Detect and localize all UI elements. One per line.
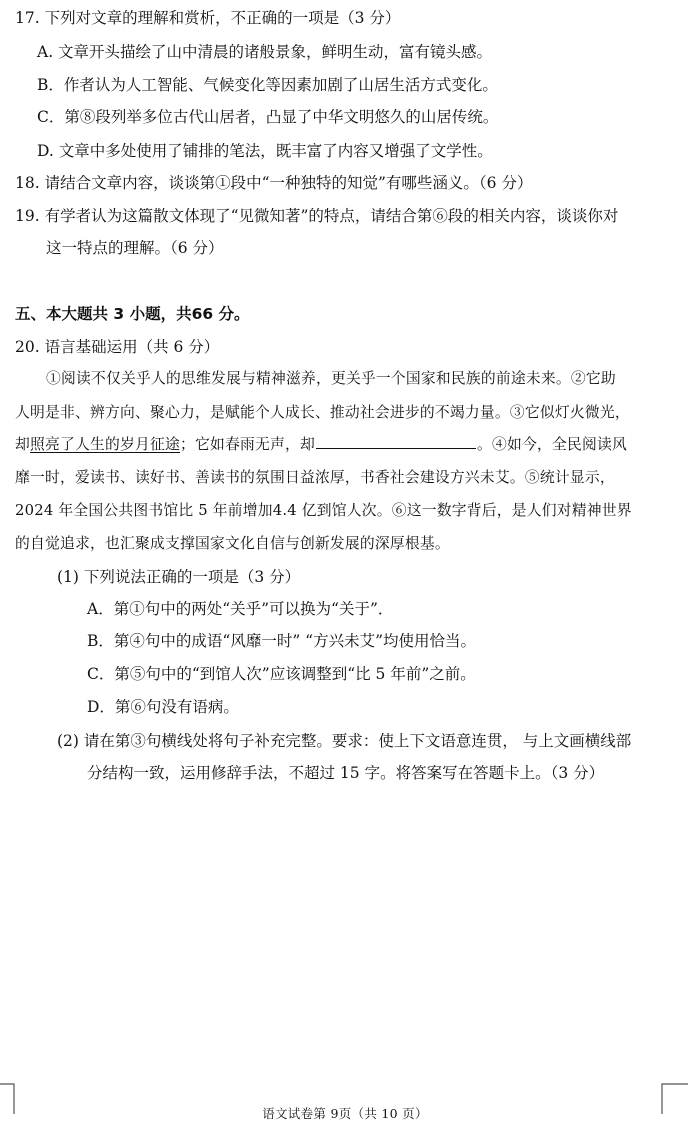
passage-text: ；它如春雨无声，却	[179, 436, 315, 453]
q17-stem: 17. 下列对文章的理解和赏析，不正确的一项是（3 分）	[15, 9, 401, 27]
q20-sub1-stem: (1) 下列说法正确的一项是（3 分）	[57, 568, 301, 586]
q18-stem: 18. 请结合文章内容，谈谈第①段中“一种独特的知觉”有哪些涵义。（6 分）	[15, 174, 533, 192]
underlined-phrase: 照亮了人生的岁月征途	[30, 436, 180, 453]
q20-passage-line6: 的自觉追求，也汇聚成支撑国家文化自信与创新发展的深厚根基。	[15, 535, 450, 552]
q20-sub1-option-a: A．第①句中的两处“关乎”可以换为“关于”．	[87, 600, 394, 618]
q20-passage-line1: ①阅读不仅关乎人的思维发展与精神滋养，更关乎一个国家和民族的前途未来。②它助	[46, 370, 616, 387]
passage-text: 却	[15, 436, 30, 453]
q19-line2: 这一特点的理解。（6 分）	[46, 239, 224, 257]
q17-option-d: D. 文章中多处使用了铺排的笔法，既丰富了内容又增强了文学性。	[37, 142, 493, 160]
q20-sub1-option-c: C．第⑤句中的“到馆人次”应该调整到“比 5 年前”之前。	[87, 665, 476, 683]
q20-passage-line3	[15, 434, 627, 456]
q19-line1: 19. 有学者认为这篇散文体现了“见微知著”的特点，请结合第⑥段的相关内容，谈谈你对	[15, 207, 619, 225]
q20-sub2-line2: 分结构一致，运用修辞手法，不超过 15 字。将答案写在答题卡上。（3 分）	[87, 764, 605, 782]
q20-sub1-option-b: B．第④句中的成语“风靡一时” “方兴未艾”均使用恰当。	[87, 632, 477, 650]
q17-option-a: A. 文章开头描绘了山中清晨的诸般景象，鲜明生动，富有镜头感。	[37, 43, 493, 61]
page-footer: 语文试卷第 9页（共 10 页）	[262, 1106, 428, 1121]
q20-passage-line2: 人明是非、辨方向、聚心力，是赋能个人成长、推动社会进步的不竭力量。③它似灯火微光，	[15, 404, 630, 421]
section-heading: 五、本大题共 3 小题，共66 分。	[15, 305, 250, 323]
q17-option-b: B．作者认为人工智能、气候变化等因素加剧了山居生活方式变化。	[37, 76, 498, 94]
q20-sub2-line1: (2) 请在第③句横线处将句子补充完整。要求：使上下文语意连贯， 与上文画横线部	[57, 732, 632, 750]
answer-blank	[316, 434, 476, 449]
q20-sub1-option-d: D．第⑥句没有语病。	[87, 698, 239, 716]
q20-title: 20. 语言基础运用（共 6 分）	[15, 338, 220, 356]
passage-text: 。④如今，全民阅读风	[476, 436, 627, 453]
q20-passage-line4: 靡一时，爱读书、读好书、善读书的氛围日益浓厚，书香社会建设方兴未艾。⑤统计显示，	[15, 469, 615, 486]
q20-passage-line5: 2024 年全国公共图书馆比 5 年前增加4.4 亿到馆人次。⑥这一数字背后，是人们对精神世界	[15, 502, 632, 519]
q17-option-c: C．第⑧段列举多位古代山居者，凸显了中华文明悠久的山居传统。	[37, 108, 499, 126]
